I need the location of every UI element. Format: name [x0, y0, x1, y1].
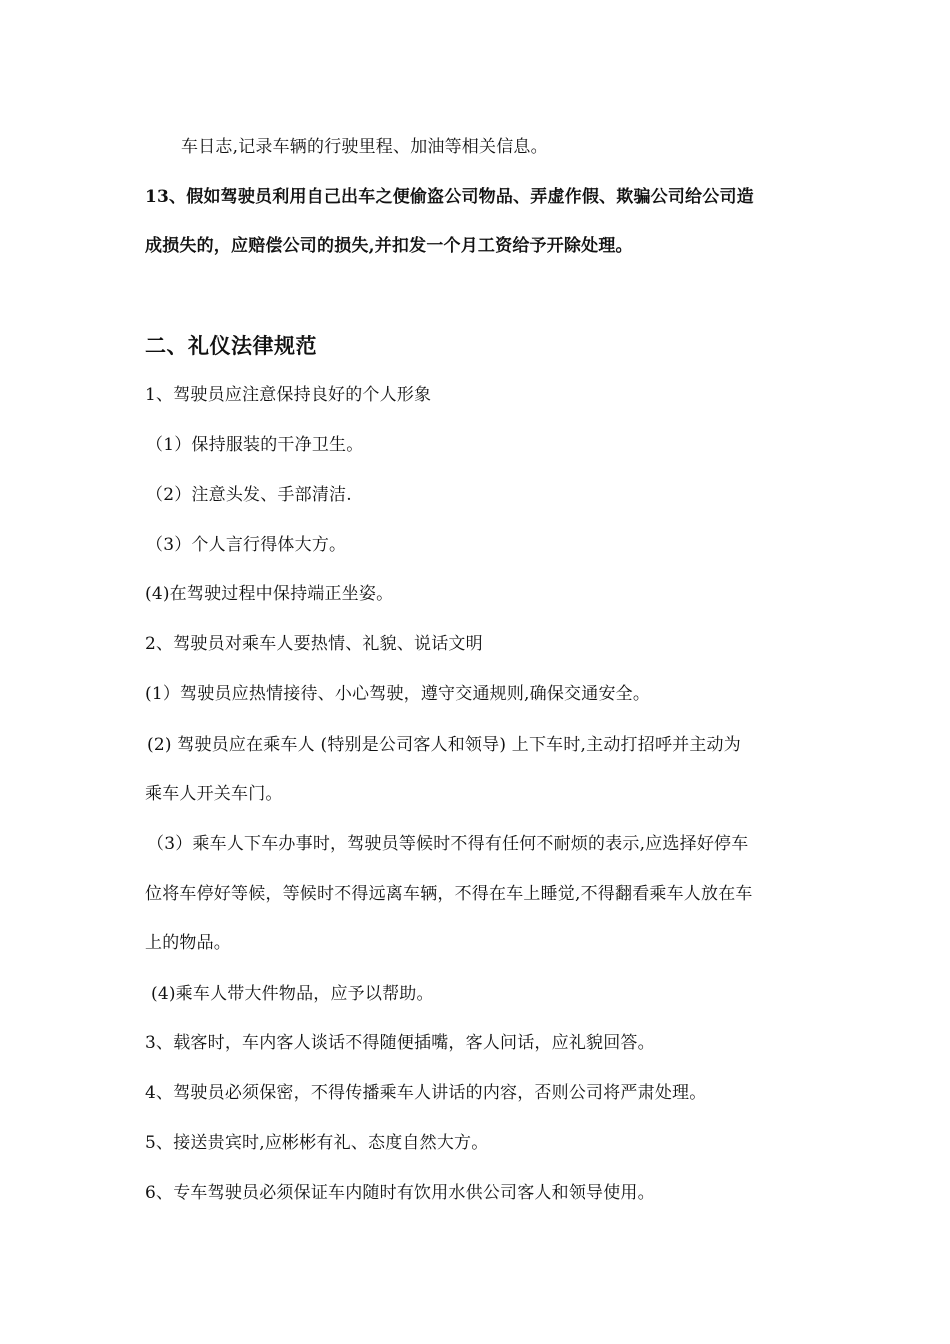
sub-list-item: （3）乘车人下车办事时，驾驶员等候时不得有任何不耐烦的表示,应选择好停车 [147, 834, 749, 854]
paragraph-line: 上的物品。 [145, 933, 231, 953]
sub-list-item: (2) 驾驶员应在乘车人 (特别是公司客人和领导) 上下车时,主动打招呼并主动为 [147, 735, 741, 755]
sub-list-item: (1）驾驶员应热情接待、小心驾驶，遵守交通规则,确保交通安全。 [145, 684, 651, 704]
rule-13-line-2: 成损失的，应赔偿公司的损失,并扣发一个月工资给予开除处理。 [145, 236, 633, 256]
list-item: 6、专车驾驶员必须保证车内随时有饮用水供公司客人和领导使用。 [145, 1183, 655, 1203]
list-item: 2、驾驶员对乘车人要热情、礼貌、说话文明 [145, 634, 483, 654]
list-item: 3、载客时，车内客人谈话不得随便插嘴，客人问话，应礼貌回答。 [145, 1033, 655, 1053]
paragraph-line: 位将车停好等候，等候时不得远离车辆，不得在车上睡觉,不得翻看乘车人放在车 [145, 884, 753, 904]
sub-list-item: （3）个人言行得体大方。 [146, 535, 347, 555]
list-item: 4、驾驶员必须保密，不得传播乘车人讲话的内容，否则公司将严肃处理。 [145, 1083, 707, 1103]
sub-list-item: （2）注意头发、手部清洁. [146, 485, 352, 505]
sub-list-item: （1）保持服装的干净卫生。 [146, 435, 364, 455]
sub-list-item: (4)乘车人带大件物品，应予以帮助。 [151, 984, 434, 1004]
section-heading: 二、礼仪法律规范 [145, 334, 317, 358]
list-item: 1、驾驶员应注意保持良好的个人形象 [145, 385, 432, 405]
paragraph-line: 乘车人开关车门。 [145, 784, 283, 804]
paragraph-line: 车日志,记录车辆的行驶里程、加油等相关信息。 [181, 137, 548, 157]
rule-13-line-1: 13、假如驾驶员利用自己出车之便偷盗公司物品、弄虚作假、欺骗公司给公司造 [145, 187, 754, 207]
list-item: 5、接送贵宾时,应彬彬有礼、态度自然大方。 [145, 1133, 489, 1153]
sub-list-item: (4)在驾驶过程中保持端正坐姿。 [145, 584, 394, 604]
